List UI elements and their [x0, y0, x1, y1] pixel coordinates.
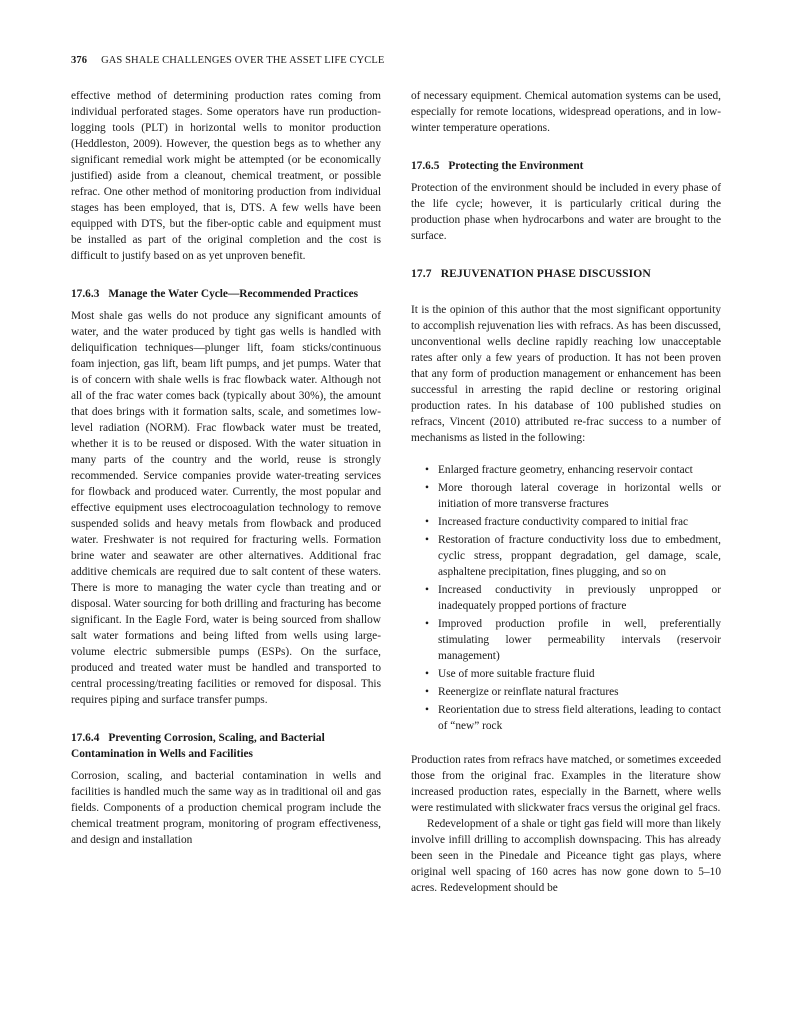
- list-item: • More thorough lateral coverage in horizontal wells or initiation of more transverse fractures: [425, 482, 721, 510]
- list-item: • Increased conductivity in previously unpropped or inadequately propped portions of fracture: [425, 584, 721, 612]
- bullet-icon: •: [425, 618, 429, 630]
- section-heading-17-6-5: [411, 158, 721, 174]
- list-item: • Restoration of fracture conductivity loss due to embedment, cyclic stress, proppant degradation, gel damage, scale, asphaltene precipitation, fines plugging, and so on: [425, 534, 721, 578]
- running-header: [71, 55, 721, 71]
- bullet-icon: •: [425, 534, 429, 546]
- section-title: REJUVENATION PHASE DISCUSSION: [440, 267, 651, 280]
- list-item: • Use of more suitable fracture fluid: [425, 668, 595, 680]
- paragraph-redevelopment: Redevelopment of a shale or tight gas field will more than likely involve infill drilling to accomplish downspacing. This has already been seen in the Pinedale and Piceance tight gas plays, where original well spacing of 160 acres has now gone down to 5–10 acres. Redevelopment should be: [411, 818, 721, 894]
- bullet-icon: •: [425, 584, 429, 596]
- section-heading-17-6-3: [71, 286, 381, 302]
- left-column: [71, 88, 381, 848]
- bullet-icon: •: [425, 516, 429, 528]
- paragraph-continued: of necessary equipment. Chemical automation systems can be used, especially for remote locations, widespread operations, and in low-winter temperature operations.: [411, 90, 721, 134]
- bullet-icon: •: [425, 704, 429, 716]
- bullet-icon: •: [425, 464, 429, 476]
- page-number: 376: [71, 55, 88, 66]
- list-item: • Enlarged fracture geometry, enhancing reservoir contact: [425, 464, 693, 476]
- section-number: 17.7: [411, 267, 432, 280]
- section-heading-17-7: [411, 266, 721, 282]
- section-title: Manage the Water Cycle—Recommended Practices: [108, 288, 359, 300]
- paragraph-refrac-rates: Production rates from refracs have matched, or sometimes exceeded those from the original frac. Examples in the literature show increased production rates, especially in the Barnett, where wells were restimulated with slickwater fracs versus the original gel fracs.: [411, 754, 721, 814]
- section-number: 17.6.4: [71, 732, 100, 744]
- bullet-list-refrac-mechanisms: [411, 462, 721, 734]
- bullet-icon: •: [425, 482, 429, 494]
- section-title: Protecting the Environment: [448, 160, 584, 172]
- section-heading-17-6-4: [71, 730, 381, 762]
- bullet-icon: •: [425, 668, 429, 680]
- section-title: Preventing Corrosion, Scaling, and Bacterial Contamination in Wells and Facilities: [71, 732, 325, 760]
- paragraph-environment: Protection of the environment should be included in every phase of the life cycle; however, it is particularly critical during the production phase when hydrocarbons and water are brought to the surface.: [411, 182, 721, 242]
- section-number: 17.6.3: [71, 288, 100, 300]
- paragraph-water-cycle: Most shale gas wells do not produce any significant amounts of water, and the water produced by tight gas wells is handled with deliquification techniques—plunger lift, foam sticks/continuous foam injection, gas lift, beam lift pumps, and jet pumps. Water that is of concern with shale wells is frac flowback water. Although not all of the frac water comes back (typically about 30%), the amount that does brings with it formation salts, scale, and sometimes low-level radiation (NORM). Frac flowback water must be treated, whether it is to be reused or disposed. With the water situation in many parts of the country and the world, reuse is strongly recommended. Service companies provide water-treating services for flowback and produced water. Currently, the most popular and effective equipment uses electrocoagulation technology to remove suspended solids and heavy metals from flowback and produced water. Freshwater is not required for fracturing wells. Formation brine water and seawater are other alternatives. Additional frac additive chemicals are required due to salt content of these waters. There is more to managing the water cycle than treating and or disposal. Water sourcing for both drilling and fracturing has become significant. In the Eagle Ford, water is being sourced from shallow salt water formations and being lifted from wells using large-volume electric submersible pumps (ESPs). On the surface, produced and treated water must be handled and transported to central processing/treating facilities or removed for disposal. This requires piping and surface transfer pumps.: [71, 310, 381, 706]
- running-title: GAS SHALE CHALLENGES OVER THE ASSET LIFE CYCLE: [101, 55, 385, 66]
- section-number: 17.6.5: [411, 160, 440, 172]
- paragraph-corrosion: Corrosion, scaling, and bacterial contamination in wells and facilities is handled much the same way as in traditional oil and gas fields. Components of a production chemical program include the chemical treatment program, monitoring of program effectiveness, and design and installation: [71, 770, 381, 846]
- right-column: [411, 88, 721, 896]
- paragraph-intro: effective method of determining production rates coming from individual perforated stages. Some operators have run production-logging tools (PLT) in horizontal wells to monitor production (Heddleston, 2009). However, the question begs as to whether any significant remedial work might be attempted (or be economically justified) aside from a cleanout, chemical treatment, or possible refrac. One other method of monitoring production from individual stages has been employed, that is, DTS. A few wells have been equipped with DTS, but the fiber-optic cable and equipment must be installed as part of the original completion and the cost is difficult to justify based on as yet unproven benefit.: [71, 90, 381, 262]
- list-item: • Reorientation due to stress field alterations, leading to contact of “new” rock: [425, 704, 721, 732]
- list-item: • Reenergize or reinflate natural fractures: [425, 686, 619, 698]
- list-item: • Improved production profile in well, preferentially stimulating lower permeability intervals (reservoir management): [425, 618, 721, 662]
- bullet-icon: •: [425, 686, 429, 698]
- paragraph-rejuvenation: It is the opinion of this author that the most significant opportunity to accomplish rejuvenation lies with refracs. As has been discussed, unconventional wells decline rapidly reaching low unacceptable rates after only a few years of production. It has not been proven that any form of production management or enhancement has been successful in arresting the rapid decline or restoring original production rates. In his database of 100 published studies on refracs, Vincent (2010) attributed re-frac success to a number of mechanisms as listed in the following:: [411, 304, 721, 444]
- list-item: • Increased fracture conductivity compared to initial frac: [425, 516, 689, 528]
